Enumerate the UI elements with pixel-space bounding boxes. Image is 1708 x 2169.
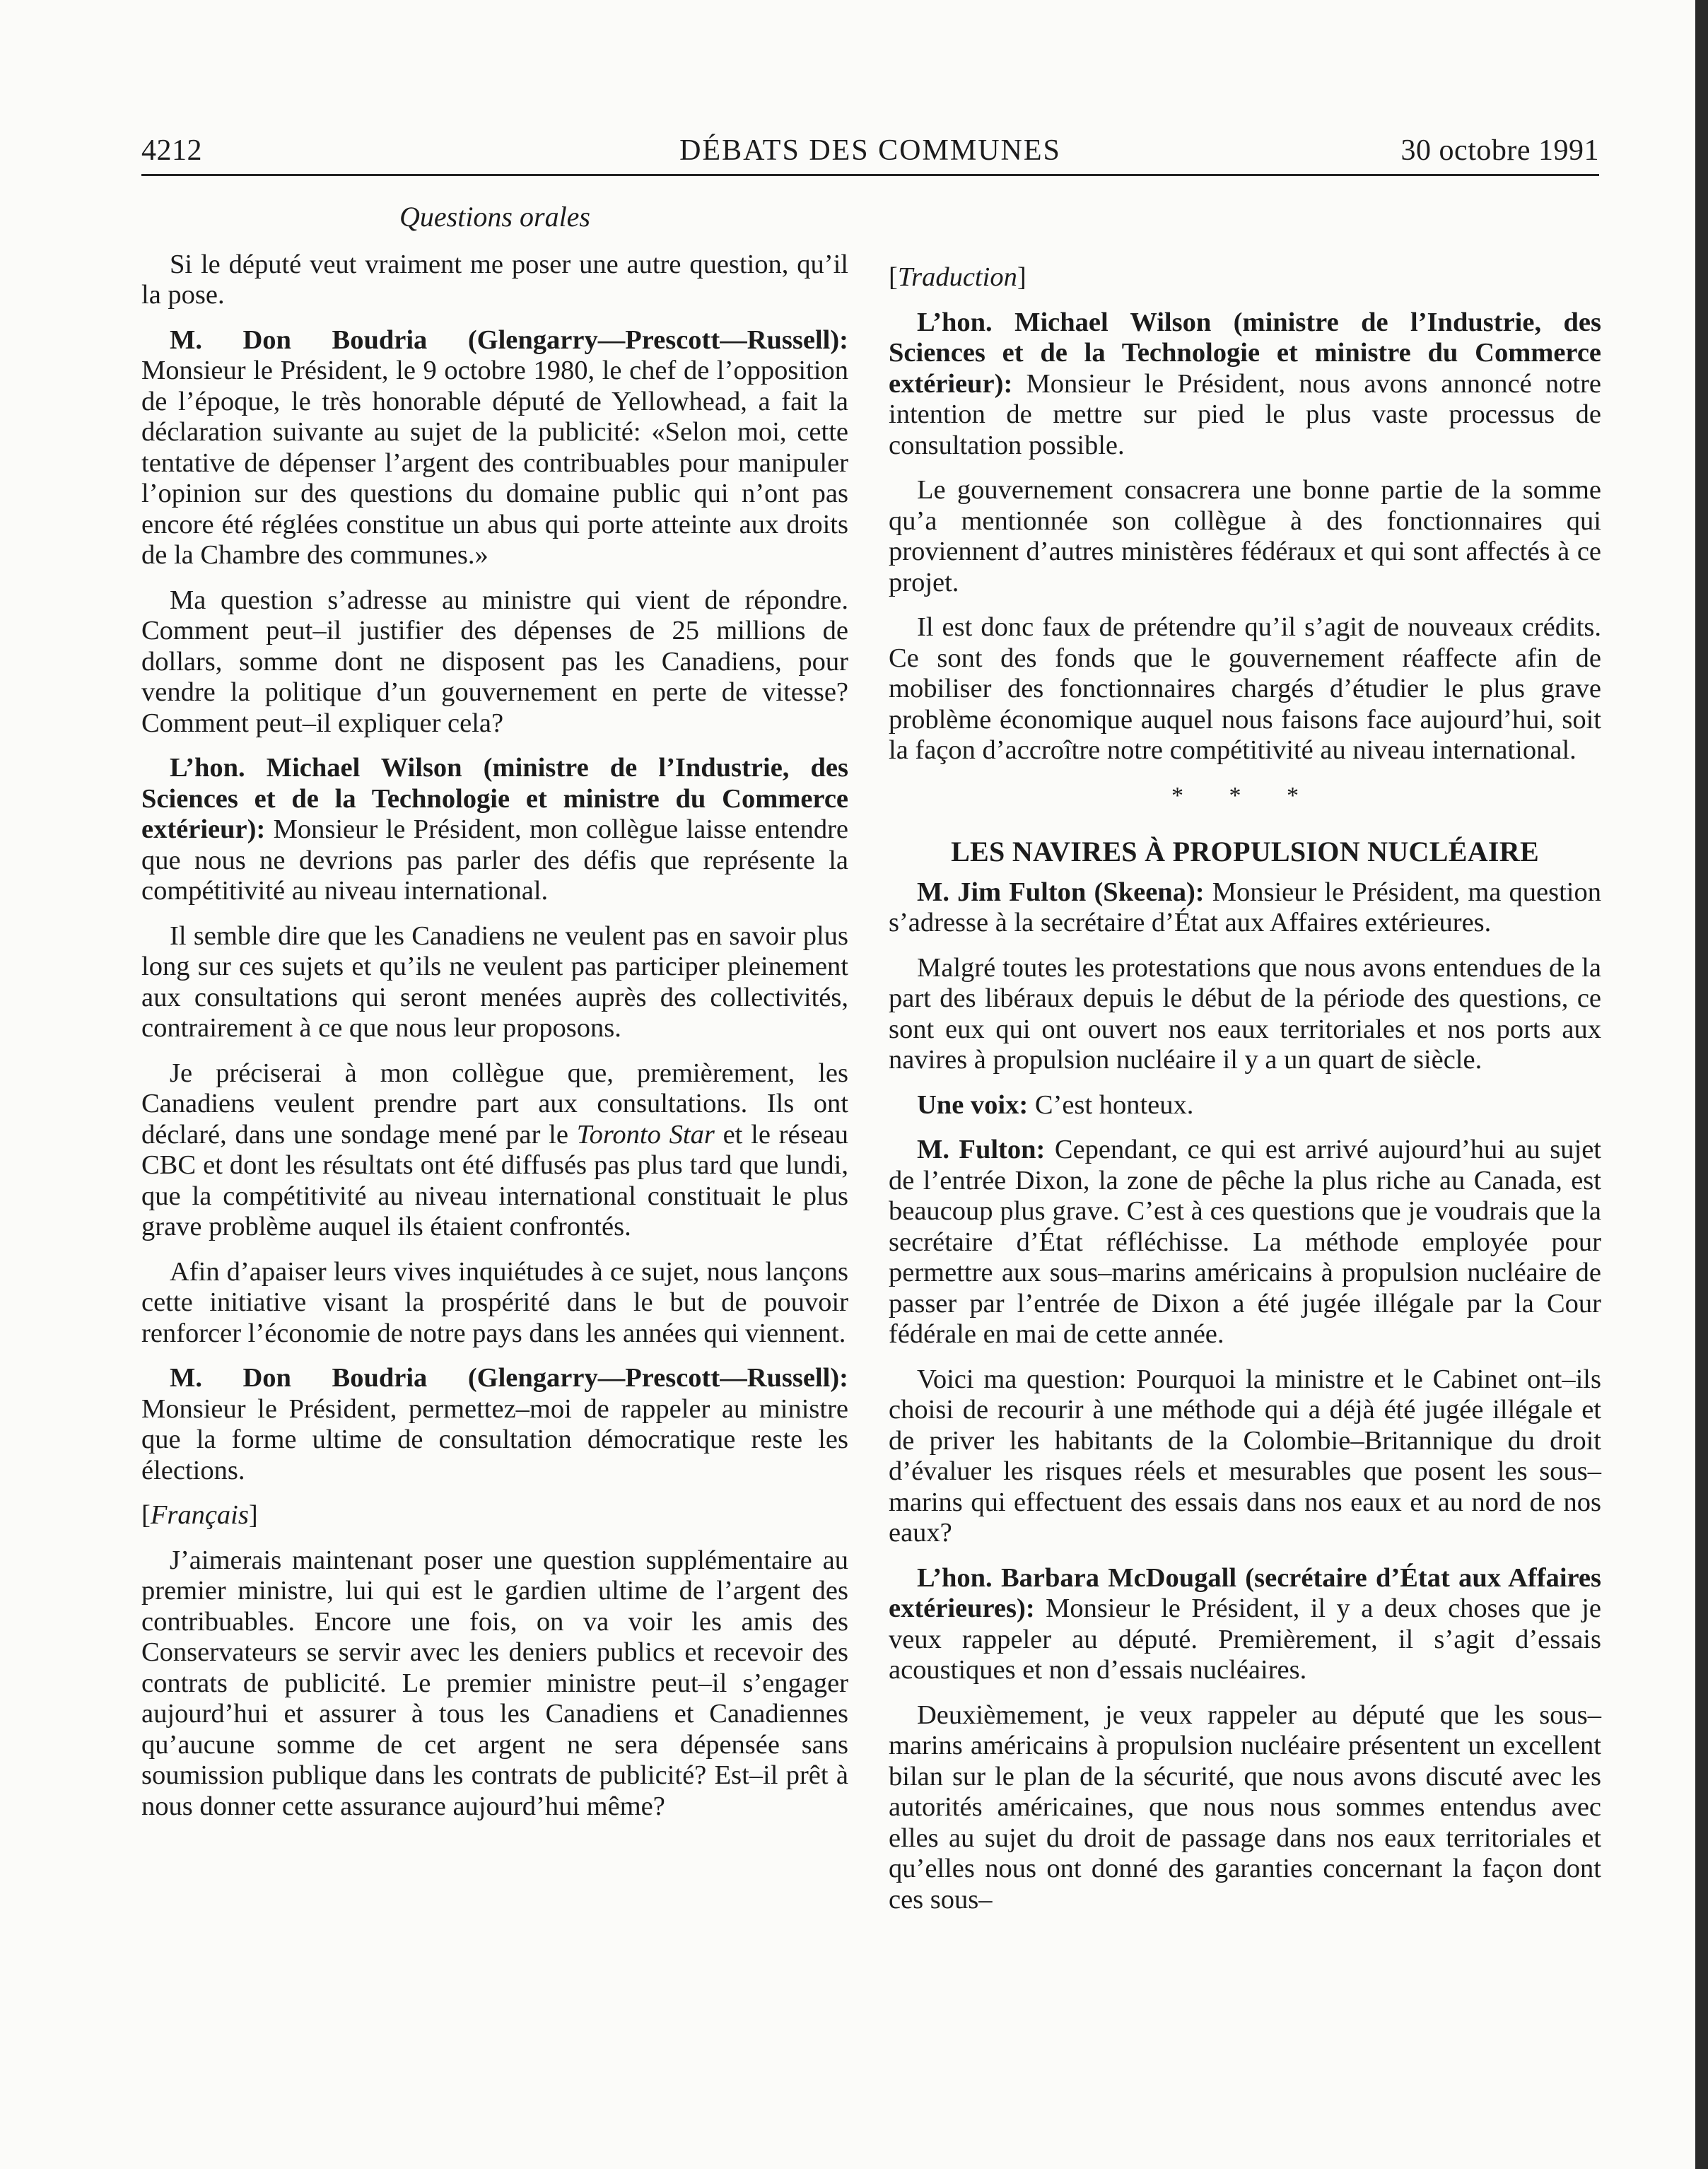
speech-text: Monsieur le Président, ma question s’adresse à la secrétaire d’État aux Affaires extérieures. xyxy=(889,877,1602,937)
speaker-name: L’hon. Barbara McDougall (secrétaire d’État aux Affaires extérieures): xyxy=(889,1562,1601,1623)
section-separator: * * * xyxy=(1171,782,1318,809)
speaker-name: M. Don Boudria (Glengarry—Prescott—Russell): xyxy=(170,1363,848,1393)
paragraph: J’aimerais maintenant poser une question supplémentaire au premier ministre, lui qui est le gardien ultime de l’argent des contribuables. Encore une fois, on va voir les amis des Conservateurs se servir avec les deniers publics et recevoir des contrats de publicité. Le premier ministre peut–il s’engager aujourd’hui et assurer à tous les Canadiens et Canadiennes qu’aucune somme de cet argent ne sera dépensée sans soumission publique dans les contrats de publicité? Est–il prêt à nous donner cette assurance aujourd’hui même? xyxy=(141,1545,848,1821)
paragraph xyxy=(889,1090,1601,1121)
running-header xyxy=(141,133,1599,175)
speaker-name: Une voix: xyxy=(917,1089,1029,1120)
speech-text: Monsieur le Président, nous avons annoncé notre intention de mettre sur pied le plus vaste processus de consultation possible. xyxy=(889,368,1601,460)
paragraph: Si le député veut vraiment me poser une autre question, qu’il la pose. xyxy=(141,249,848,310)
paragraph xyxy=(889,1135,1601,1350)
paragraph xyxy=(889,1563,1601,1686)
speech-text: et le réseau CBC et dont les résultats ont été diffusés pas plus tard que lundi, que la compétitivité au niveau international constituait le plus grave problème auquel ils étaient confrontés. xyxy=(141,1119,848,1241)
speech-text: Cependant, ce qui est arrivé aujourd’hui au sujet de l’entrée Dixon, la zone de pêche la plus riche au Canada, est beaucoup plus grave. C’est à ces questions que je voudrais que la secrétaire d’État réfléchisse. La méthode employée pour permettre aux sous–marins américains à propulsion nucléaire de passer par l’entrée de Dixon a été jugée illégale par la Cour fédérale en mai de cette année. xyxy=(889,1135,1601,1349)
language-marker: [Traduction] xyxy=(889,262,1026,292)
topic-heading: LES NAVIRES À PROPULSION NUCLÉAIRE xyxy=(951,836,1539,867)
language-label: Français xyxy=(150,1500,249,1530)
paragraph: Afin d’apaiser leurs vives inquiétudes à ce sujet, nous lançons cette initiative visant la prospérité dans le but de pouvoir renforcer l’économie de notre pays dans les années qui viennent. xyxy=(141,1256,848,1348)
speech-text: Monsieur le Président, mon collègue laisse entendre que nous ne devrions pas parler des défis que représente la compétitivité au niveau international. xyxy=(141,814,848,906)
paragraph: Voici ma question: Pourquoi la ministre et le Cabinet ont–ils choisi de recourir à une méthode qui a déjà été jugée illégale et de priver les habitants de la Colombie–Britannique du droit d’évaluer les risques réels et mesurables que posent les sous–marins qui effectuent des essais dans nos eaux et au nord de nos eaux? xyxy=(889,1364,1601,1548)
paragraph: Le gouvernement consacrera une bonne partie de la somme qu’a mentionnée son collègue à des fonctionnaires qui proviennent d’autres ministères fédéraux et qui sont affectés à ce projet. xyxy=(889,475,1601,597)
publication-title: DÉBATS DES COMMUNES xyxy=(679,134,1061,167)
header-date: 30 octobre 1991 xyxy=(1400,134,1599,167)
speech-text: Monsieur le Président, il y a deux choses que je veux rappeler au député. Premièrement, il s’agit d’essais acoustiques et non d’essais nucléaires. xyxy=(889,1594,1601,1685)
speaker-name: L’hon. Michael Wilson (ministre de l’Industrie, des Sciences et de la Technologie et ministre du Commerce extérieur): xyxy=(889,307,1601,399)
left-column xyxy=(141,201,848,1836)
language-label: Traduction xyxy=(897,262,1017,292)
speaker-name: M. Fulton: xyxy=(917,1135,1046,1164)
paragraph xyxy=(141,753,848,907)
paragraph: Malgré toutes les protestations que nous avons entendues de la part des libéraux depuis le début de la période des questions, ce sont eux qui ont ouvert nos eaux territoriales et nos ports aux navires à propulsion nucléaire il y a un quart de siècle. xyxy=(889,952,1601,1075)
language-marker: [Français] xyxy=(141,1500,258,1530)
paragraph xyxy=(141,1058,848,1243)
paragraph: Deuxièmement, je veux rappeler au député que les sous–marins américains à propulsion nucléaire présentent un excellent bilan sur le plan de la sécurité, que nous avons discuté avec les autorités américaines, que nous nous sommes entendus avec elles au sujet du droit de passage dans nos eaux territoriales et qu’elles nous ont donné des garanties concernant la façon dont ces sous– xyxy=(889,1700,1601,1914)
speech-text: Je préciserai à mon collègue que, premièrement, les Canadiens veulent prendre part aux consultations. Ils ont déclaré, dans une sondage mené par le xyxy=(141,1058,848,1150)
scan-edge xyxy=(1695,0,1708,2169)
speaker-name: L’hon. Michael Wilson (ministre de l’Industrie, des Sciences et de la Technologie et ministre du Commerce extérieur): xyxy=(141,753,848,844)
speech-text: C’est honteux. xyxy=(1028,1089,1194,1120)
header-rule xyxy=(141,174,1599,176)
page-number: 4212 xyxy=(141,134,202,167)
paragraph: Il semble dire que les Canadiens ne veulent pas en savoir plus long sur ces sujets et qu’ils ne veulent pas participer pleinement aux consultations qui seront menées auprès des collectivités, contrairement à ce que nous leur proposons. xyxy=(141,920,848,1043)
speaker-name: M. Jim Fulton (Skeena): xyxy=(917,877,1205,907)
speech-text: Monsieur le Président, le 9 octobre 1980, le chef de l’opposition de l’époque, le très honorable député de Yellowhead, a fait la déclaration suivante au sujet de la publicité: «Selon moi, cette tentative de dépenser l’argent des contribuables pour manipuler l’opinion sur des questions du domaine public qui n’ont pas encore été réglées constitue un abus qui porte atteinte aux droits de la Chambre des communes.» xyxy=(141,356,848,570)
paragraph: Il est donc faux de prétendre qu’il s’agit de nouveaux crédits. Ce sont des fonds que le gouvernement réaffecte afin de mobiliser des fonctionnaires chargés d’étudier le plus grave problème économique auquel nous faisons face aujourd’hui, soit la façon d’accroître notre compétitivité au niveau international. xyxy=(889,612,1601,765)
section-title: Questions orales xyxy=(399,201,590,233)
speaker-name: M. Don Boudria (Glengarry—Prescott—Russell): xyxy=(170,325,848,355)
paragraph xyxy=(141,325,848,571)
paragraph xyxy=(889,877,1601,939)
paragraph xyxy=(141,1363,848,1486)
newspaper-name: Toronto Star xyxy=(576,1119,715,1150)
paragraph xyxy=(889,308,1601,462)
speech-text: Monsieur le Président, permettez–moi de rappeler au ministre que la forme ultime de consultation démocratique reste les élections. xyxy=(141,1393,848,1485)
paragraph: Ma question s’adresse au ministre qui vient de répondre. Comment peut–il justifier des dépenses de 25 millions de dollars, somme dont ne disposent pas les Canadiens, pour vendre la politique d’un gouvernement en perte de vitesse? Comment peut–il expliquer cela? xyxy=(141,585,848,738)
right-column xyxy=(889,201,1601,1929)
